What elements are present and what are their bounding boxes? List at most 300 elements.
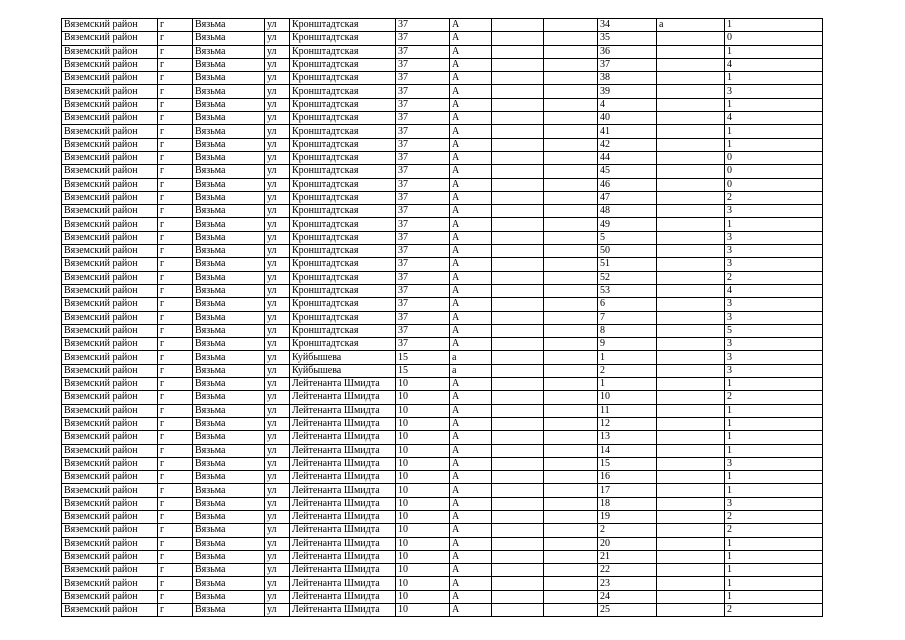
cell-apartment: 23 [598, 577, 657, 590]
cell-street: Кронштадтская [290, 125, 396, 138]
cell-blank2 [544, 364, 598, 377]
cell-street: Кронштадтская [290, 218, 396, 231]
cell-district: Вяземский район [62, 510, 158, 523]
cell-apartment: 35 [598, 32, 657, 45]
table-row [62, 45, 823, 58]
table-row [62, 457, 823, 470]
cell-locality-type: г [158, 284, 193, 297]
cell-apartment: 51 [598, 258, 657, 271]
cell-blank2 [544, 151, 598, 164]
cell-apt-letter [657, 311, 725, 324]
cell-blank1 [492, 417, 544, 430]
address-table-sheet [61, 18, 823, 617]
cell-street-type: ул [265, 404, 290, 417]
cell-count: 2 [725, 510, 823, 523]
cell-letter: А [450, 444, 492, 457]
cell-house: 10 [396, 484, 450, 497]
cell-locality-type: г [158, 151, 193, 164]
table-row [62, 417, 823, 430]
cell-count: 1 [725, 471, 823, 484]
cell-street: Кронштадтская [290, 311, 396, 324]
cell-letter: А [450, 85, 492, 98]
cell-apt-letter [657, 45, 725, 58]
cell-count: 1 [725, 564, 823, 577]
cell-blank2 [544, 324, 598, 337]
cell-blank2 [544, 351, 598, 364]
cell-count: 1 [725, 404, 823, 417]
cell-locality: Вязьма [193, 510, 265, 523]
cell-district: Вяземский район [62, 72, 158, 85]
cell-house: 37 [396, 98, 450, 111]
cell-count: 3 [725, 205, 823, 218]
cell-blank1 [492, 391, 544, 404]
cell-street-type: ул [265, 351, 290, 364]
table-row [62, 391, 823, 404]
cell-letter: А [450, 510, 492, 523]
cell-blank1 [492, 165, 544, 178]
cell-district: Вяземский район [62, 218, 158, 231]
cell-locality: Вязьма [193, 19, 265, 32]
cell-letter: А [450, 417, 492, 430]
cell-locality-type: г [158, 258, 193, 271]
cell-locality-type: г [158, 245, 193, 258]
cell-apt-letter [657, 271, 725, 284]
cell-street: Лейтенанта Шмидта [290, 550, 396, 563]
cell-district: Вяземский район [62, 577, 158, 590]
table-row [62, 324, 823, 337]
cell-letter: А [450, 564, 492, 577]
cell-house: 37 [396, 72, 450, 85]
cell-street: Кронштадтская [290, 138, 396, 151]
cell-locality: Вязьма [193, 298, 265, 311]
cell-apartment: 48 [598, 205, 657, 218]
cell-street-type: ул [265, 484, 290, 497]
cell-apartment: 21 [598, 550, 657, 563]
cell-blank2 [544, 524, 598, 537]
cell-street: Куйбышева [290, 364, 396, 377]
cell-locality: Вязьма [193, 218, 265, 231]
cell-blank1 [492, 351, 544, 364]
table-row [62, 245, 823, 258]
cell-apartment: 1 [598, 351, 657, 364]
cell-locality: Вязьма [193, 338, 265, 351]
cell-house: 37 [396, 151, 450, 164]
cell-district: Вяземский район [62, 112, 158, 125]
cell-house: 10 [396, 550, 450, 563]
cell-locality: Вязьма [193, 138, 265, 151]
cell-locality-type: г [158, 364, 193, 377]
cell-count: 2 [725, 604, 823, 617]
cell-street-type: ул [265, 431, 290, 444]
table-row [62, 338, 823, 351]
cell-locality-type: г [158, 577, 193, 590]
cell-street: Кронштадтская [290, 32, 396, 45]
table-row [62, 19, 823, 32]
cell-district: Вяземский район [62, 524, 158, 537]
cell-blank2 [544, 85, 598, 98]
cell-locality-type: г [158, 98, 193, 111]
cell-street-type: ул [265, 138, 290, 151]
cell-letter: А [450, 577, 492, 590]
table-row [62, 191, 823, 204]
cell-apt-letter [657, 378, 725, 391]
cell-count: 2 [725, 391, 823, 404]
cell-blank2 [544, 537, 598, 550]
cell-count: 3 [725, 245, 823, 258]
table-row [62, 564, 823, 577]
cell-letter: А [450, 590, 492, 603]
cell-apartment: 47 [598, 191, 657, 204]
cell-street-type: ул [265, 19, 290, 32]
table-row [62, 151, 823, 164]
cell-blank1 [492, 284, 544, 297]
cell-count: 1 [725, 45, 823, 58]
cell-apartment: 10 [598, 391, 657, 404]
cell-house: 10 [396, 444, 450, 457]
cell-district: Вяземский район [62, 590, 158, 603]
cell-locality: Вязьма [193, 45, 265, 58]
cell-blank1 [492, 604, 544, 617]
cell-blank2 [544, 497, 598, 510]
cell-count: 2 [725, 524, 823, 537]
cell-street: Лейтенанта Шмидта [290, 378, 396, 391]
cell-apt-letter [657, 497, 725, 510]
cell-locality-type: г [158, 550, 193, 563]
cell-house: 37 [396, 58, 450, 71]
cell-district: Вяземский район [62, 205, 158, 218]
cell-street-type: ул [265, 205, 290, 218]
cell-count: 1 [725, 378, 823, 391]
cell-street: Кронштадтская [290, 245, 396, 258]
cell-street: Кронштадтская [290, 231, 396, 244]
cell-district: Вяземский район [62, 191, 158, 204]
cell-locality-type: г [158, 112, 193, 125]
cell-apartment: 2 [598, 364, 657, 377]
cell-house: 37 [396, 191, 450, 204]
cell-letter: А [450, 537, 492, 550]
cell-district: Вяземский район [62, 471, 158, 484]
cell-house: 37 [396, 324, 450, 337]
cell-count: 1 [725, 19, 823, 32]
cell-locality-type: г [158, 484, 193, 497]
cell-locality-type: г [158, 524, 193, 537]
cell-apartment: 9 [598, 338, 657, 351]
cell-count: 3 [725, 364, 823, 377]
cell-house: 37 [396, 338, 450, 351]
cell-count: 3 [725, 231, 823, 244]
cell-blank2 [544, 444, 598, 457]
cell-count: 0 [725, 32, 823, 45]
cell-house: 15 [396, 351, 450, 364]
cell-apartment: 41 [598, 125, 657, 138]
cell-count: 1 [725, 550, 823, 563]
table-row [62, 444, 823, 457]
cell-locality: Вязьма [193, 564, 265, 577]
cell-blank1 [492, 497, 544, 510]
cell-apt-letter [657, 324, 725, 337]
cell-blank1 [492, 537, 544, 550]
cell-locality-type: г [158, 72, 193, 85]
cell-street-type: ул [265, 497, 290, 510]
cell-street-type: ул [265, 72, 290, 85]
cell-street-type: ул [265, 58, 290, 71]
cell-count: 1 [725, 417, 823, 430]
cell-district: Вяземский район [62, 98, 158, 111]
cell-apt-letter [657, 112, 725, 125]
cell-street-type: ул [265, 98, 290, 111]
cell-street-type: ул [265, 417, 290, 430]
cell-blank2 [544, 457, 598, 470]
cell-street-type: ул [265, 191, 290, 204]
cell-street: Лейтенанта Шмидта [290, 604, 396, 617]
cell-blank2 [544, 431, 598, 444]
cell-letter: А [450, 298, 492, 311]
table-row [62, 32, 823, 45]
cell-blank1 [492, 364, 544, 377]
cell-street: Кронштадтская [290, 165, 396, 178]
cell-street: Кронштадтская [290, 178, 396, 191]
cell-blank2 [544, 205, 598, 218]
cell-locality-type: г [158, 604, 193, 617]
cell-locality-type: г [158, 125, 193, 138]
cell-apartment: 8 [598, 324, 657, 337]
cell-letter: А [450, 258, 492, 271]
cell-apt-letter [657, 205, 725, 218]
cell-house: 37 [396, 218, 450, 231]
cell-blank1 [492, 404, 544, 417]
cell-house: 10 [396, 497, 450, 510]
cell-house: 10 [396, 471, 450, 484]
cell-count: 1 [725, 577, 823, 590]
cell-apt-letter [657, 138, 725, 151]
cell-street: Кронштадтская [290, 205, 396, 218]
cell-street: Лейтенанта Шмидта [290, 510, 396, 523]
cell-blank2 [544, 338, 598, 351]
cell-locality-type: г [158, 271, 193, 284]
cell-locality: Вязьма [193, 165, 265, 178]
cell-apartment: 34 [598, 19, 657, 32]
cell-blank2 [544, 391, 598, 404]
cell-locality: Вязьма [193, 98, 265, 111]
cell-locality: Вязьма [193, 112, 265, 125]
cell-apt-letter [657, 231, 725, 244]
cell-apartment: 37 [598, 58, 657, 71]
cell-street-type: ул [265, 524, 290, 537]
table-row [62, 484, 823, 497]
cell-apt-letter [657, 391, 725, 404]
cell-blank1 [492, 298, 544, 311]
cell-house: 10 [396, 404, 450, 417]
cell-house: 37 [396, 178, 450, 191]
cell-house: 37 [396, 284, 450, 297]
cell-locality: Вязьма [193, 271, 265, 284]
cell-locality-type: г [158, 32, 193, 45]
cell-apartment: 46 [598, 178, 657, 191]
cell-locality: Вязьма [193, 351, 265, 364]
cell-apt-letter [657, 457, 725, 470]
cell-locality: Вязьма [193, 125, 265, 138]
cell-locality-type: г [158, 378, 193, 391]
cell-street: Кронштадтская [290, 298, 396, 311]
cell-district: Вяземский район [62, 32, 158, 45]
table-row [62, 590, 823, 603]
cell-apt-letter [657, 537, 725, 550]
cell-apt-letter [657, 577, 725, 590]
cell-street-type: ул [265, 112, 290, 125]
cell-blank2 [544, 138, 598, 151]
cell-blank2 [544, 191, 598, 204]
cell-apartment: 15 [598, 457, 657, 470]
cell-street: Кронштадтская [290, 85, 396, 98]
table-row [62, 112, 823, 125]
cell-locality: Вязьма [193, 58, 265, 71]
cell-locality-type: г [158, 165, 193, 178]
cell-street: Кронштадтская [290, 258, 396, 271]
cell-locality-type: г [158, 590, 193, 603]
cell-street-type: ул [265, 245, 290, 258]
cell-locality-type: г [158, 537, 193, 550]
table-row [62, 284, 823, 297]
cell-apartment: 5 [598, 231, 657, 244]
cell-street-type: ул [265, 45, 290, 58]
cell-apartment: 24 [598, 590, 657, 603]
table-row [62, 471, 823, 484]
cell-locality-type: г [158, 564, 193, 577]
cell-street: Кронштадтская [290, 72, 396, 85]
table-row [62, 378, 823, 391]
cell-locality: Вязьма [193, 72, 265, 85]
cell-locality: Вязьма [193, 471, 265, 484]
cell-house: 37 [396, 205, 450, 218]
cell-blank2 [544, 19, 598, 32]
cell-house: 10 [396, 577, 450, 590]
cell-locality: Вязьма [193, 178, 265, 191]
cell-blank2 [544, 32, 598, 45]
cell-apt-letter [657, 178, 725, 191]
cell-blank1 [492, 58, 544, 71]
cell-house: 10 [396, 378, 450, 391]
cell-locality-type: г [158, 58, 193, 71]
cell-count: 1 [725, 537, 823, 550]
cell-blank1 [492, 550, 544, 563]
cell-district: Вяземский район [62, 298, 158, 311]
cell-blank1 [492, 151, 544, 164]
table-row [62, 125, 823, 138]
cell-street-type: ул [265, 32, 290, 45]
cell-apartment: 44 [598, 151, 657, 164]
cell-blank1 [492, 125, 544, 138]
cell-house: 37 [396, 32, 450, 45]
cell-street-type: ул [265, 550, 290, 563]
cell-house: 10 [396, 564, 450, 577]
cell-house: 37 [396, 258, 450, 271]
cell-apt-letter [657, 484, 725, 497]
cell-apartment: 4 [598, 98, 657, 111]
cell-count: 2 [725, 191, 823, 204]
cell-apt-letter [657, 471, 725, 484]
cell-letter: А [450, 19, 492, 32]
cell-locality: Вязьма [193, 484, 265, 497]
cell-apartment: 2 [598, 524, 657, 537]
cell-house: 15 [396, 364, 450, 377]
cell-letter: А [450, 497, 492, 510]
table-row [62, 577, 823, 590]
cell-letter: а [450, 364, 492, 377]
cell-locality-type: г [158, 510, 193, 523]
cell-count: 1 [725, 444, 823, 457]
cell-blank1 [492, 138, 544, 151]
cell-street-type: ул [265, 231, 290, 244]
cell-apartment: 53 [598, 284, 657, 297]
table-row [62, 311, 823, 324]
cell-blank2 [544, 58, 598, 71]
cell-count: 4 [725, 58, 823, 71]
cell-apt-letter [657, 245, 725, 258]
cell-apartment: 14 [598, 444, 657, 457]
cell-district: Вяземский район [62, 404, 158, 417]
cell-locality: Вязьма [193, 231, 265, 244]
cell-district: Вяземский район [62, 85, 158, 98]
cell-apartment: 16 [598, 471, 657, 484]
cell-street-type: ул [265, 391, 290, 404]
cell-blank2 [544, 378, 598, 391]
cell-locality: Вязьма [193, 550, 265, 563]
cell-blank1 [492, 324, 544, 337]
cell-blank1 [492, 431, 544, 444]
cell-letter: А [450, 457, 492, 470]
cell-count: 3 [725, 457, 823, 470]
cell-count: 1 [725, 138, 823, 151]
cell-locality: Вязьма [193, 191, 265, 204]
cell-street-type: ул [265, 364, 290, 377]
cell-blank1 [492, 564, 544, 577]
cell-house: 10 [396, 510, 450, 523]
cell-blank1 [492, 218, 544, 231]
cell-locality-type: г [158, 417, 193, 430]
cell-street-type: ул [265, 165, 290, 178]
cell-apartment: 6 [598, 298, 657, 311]
cell-district: Вяземский район [62, 550, 158, 563]
cell-locality-type: г [158, 45, 193, 58]
cell-letter: А [450, 125, 492, 138]
cell-count: 1 [725, 590, 823, 603]
cell-locality: Вязьма [193, 32, 265, 45]
cell-blank1 [492, 85, 544, 98]
cell-count: 0 [725, 151, 823, 164]
cell-locality: Вязьма [193, 590, 265, 603]
cell-blank1 [492, 231, 544, 244]
cell-apt-letter [657, 431, 725, 444]
cell-locality-type: г [158, 444, 193, 457]
table-row [62, 298, 823, 311]
cell-street: Лейтенанта Шмидта [290, 431, 396, 444]
cell-count: 3 [725, 85, 823, 98]
cell-blank1 [492, 590, 544, 603]
cell-apartment: 45 [598, 165, 657, 178]
cell-count: 3 [725, 258, 823, 271]
cell-count: 1 [725, 98, 823, 111]
cell-house: 37 [396, 19, 450, 32]
cell-letter: А [450, 324, 492, 337]
cell-count: 0 [725, 178, 823, 191]
cell-apt-letter [657, 72, 725, 85]
cell-letter: А [450, 378, 492, 391]
cell-street: Лейтенанта Шмидта [290, 471, 396, 484]
cell-apt-letter [657, 218, 725, 231]
cell-street: Кронштадтская [290, 151, 396, 164]
cell-count: 1 [725, 484, 823, 497]
cell-house: 37 [396, 271, 450, 284]
